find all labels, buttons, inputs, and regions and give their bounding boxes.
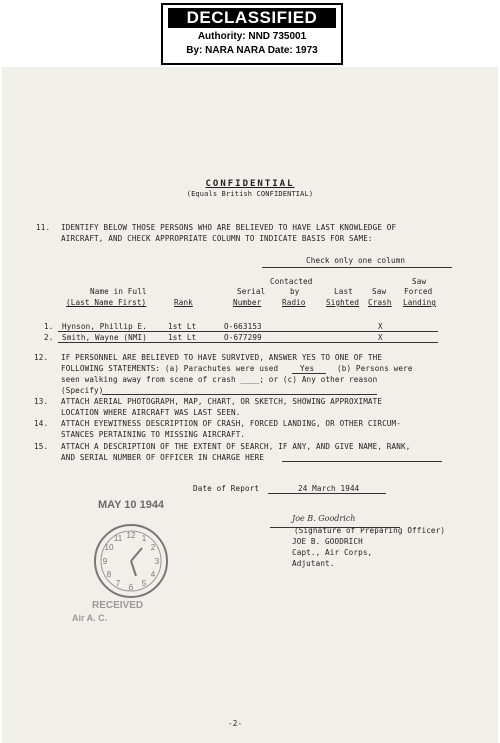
item-15-line2: AND SERIAL NUMBER OF OFFICER IN CHARGE HERE [61,453,265,462]
svg-text:7: 7 [115,579,121,588]
person-2-serial: O-677299 [224,333,262,342]
col-landing-sub-header: Forced [404,287,433,296]
svg-text:6: 6 [128,583,134,592]
item-11-line2: AIRCRAFT, AND CHECK APPROPRIATE COLUMN TO INDICATE BASIS FOR SAME: [61,234,373,243]
received-clock-stamp [90,520,172,602]
person-2-saw-crash-mark: X [378,333,383,342]
item-13-number: 13. [34,397,49,406]
item-13-line1: ATTACH AERIAL PHOTOGRAPH, MAP, CHART, OR SKETCH, SHOWING APPROXIMATE [61,397,383,406]
person-2-name: Smith, Wayne (NMI) [62,333,147,342]
col-radio-sub-header2: Radio [282,298,306,307]
person-1-number: 1. [44,322,54,331]
svg-text:11: 11 [113,534,123,543]
item-12-line1: IF PERSONNEL ARE BELIEVED TO HAVE SURVIVED, ANSWER YES TO ONE OF THE [61,353,383,362]
col-radio-sub-header: by [290,287,300,296]
officer-rank: Capt., Air Corps, [292,548,373,557]
col-sighted-sub-header: Sighted [326,298,360,307]
svg-text:5: 5 [141,579,147,588]
item-14-line1: ATTACH EYEWITNESS DESCRIPTION OF CRASH, FORCED LANDING, OR OTHER CIRCUM- [61,419,401,428]
item-11-line1: IDENTIFY BELOW THOSE PERSONS WHO ARE BELIEVED TO HAVE LAST KNOWLEDGE OF [61,223,397,232]
item-12-line2a: FOLLOWING STATEMENTS: (a) Parachutes were used [61,364,279,373]
col-name-header: Name in Full [90,287,147,296]
person-1-rank: 1st Lt [168,322,197,331]
item-12-answer: Yes [300,364,315,373]
col-crash-header: Saw [372,287,387,296]
person-2-rule [58,342,438,343]
item-12-line2b: (b) Persons were [337,364,413,373]
item-12-number: 12. [34,353,49,362]
person-2-rank: 1st Lt [168,333,197,342]
officer-name: JOE B. GOODRICH [292,537,363,546]
svg-text:1: 1 [141,534,147,543]
officer-signature: Joe B. Goodrich [292,514,356,523]
classification-heading: CONFIDENTIAL [205,179,295,189]
person-2-number: 2. [44,333,54,342]
col-crash-sub-header: Crash [368,298,392,307]
item-12-line4: (Specify) [61,386,104,395]
item-12-line3: seen walking away from scene of crash ____; or (c) Any other reason [61,375,378,384]
svg-text:2: 2 [150,543,156,552]
person-1-rule [58,331,438,332]
report-date-label: Date of Report [193,484,260,493]
svg-text:9: 9 [102,557,108,566]
stamp-authority: Authority: NND 735001 [197,31,307,42]
classification-subheading: (Equals British CONFIDENTIAL) [186,190,314,198]
received-stamp-subtext: Air A. C. [72,613,108,623]
item-15-number: 15. [34,442,49,451]
item-12-specify-rule [102,394,377,395]
col-radio-header: Contacted [270,277,313,286]
stamp-title: DECLASSIFIED [168,8,336,28]
col-sighted-header: Last [334,287,353,296]
received-date-stamp: MAY 10 1944 [98,499,165,511]
item-12-answer-rule [292,373,326,374]
received-stamp-text: RECEIVED [92,600,144,611]
officer-title: Adjutant. [292,559,335,568]
declassified-stamp [161,3,343,65]
report-date-rule [268,493,386,494]
person-1-serial: O-663153 [224,322,262,331]
person-1-name: Hynson, Phillip E. [62,322,147,331]
item-15-line1: ATTACH A DESCRIPTION OF THE EXTENT OF SEARCH, IF ANY, AND GIVE NAME, RANK, [61,442,411,451]
person-1-saw-crash-mark: X [378,322,383,331]
col-serial-header: Serial [237,287,266,296]
stamp-by-line: By: NARA NARA Date: 1973 [186,45,318,56]
svg-text:8: 8 [106,570,112,579]
svg-text:3: 3 [154,557,160,566]
item-13-line2: LOCATION WHERE AIRCRAFT WAS LAST SEEN. [61,408,241,417]
col-landing-header: Saw [412,277,427,286]
item-15-rule [282,461,442,462]
item-11-number: 11. [36,223,51,232]
item-14-line2: STANCES PERTAINING TO MISSING AIRCRAFT. [61,430,246,439]
item-14-number: 14. [34,419,49,428]
signature-caption: (Signature of Preparing Officer) [294,526,446,535]
col-landing-sub-header2: Landing [403,298,437,307]
page-number: -2- [228,719,243,728]
svg-text:4: 4 [150,570,156,579]
check-note-rule [262,267,452,268]
report-date-value: 24 March 1944 [298,484,360,493]
svg-text:10: 10 [104,543,114,552]
col-name-sub-header: (Last Name First) [66,298,147,307]
col-serial-sub-header: Number [233,298,262,307]
col-rank-header: Rank [174,298,193,307]
svg-text:12: 12 [126,531,136,540]
check-one-column-note: Check only one column [306,256,406,265]
